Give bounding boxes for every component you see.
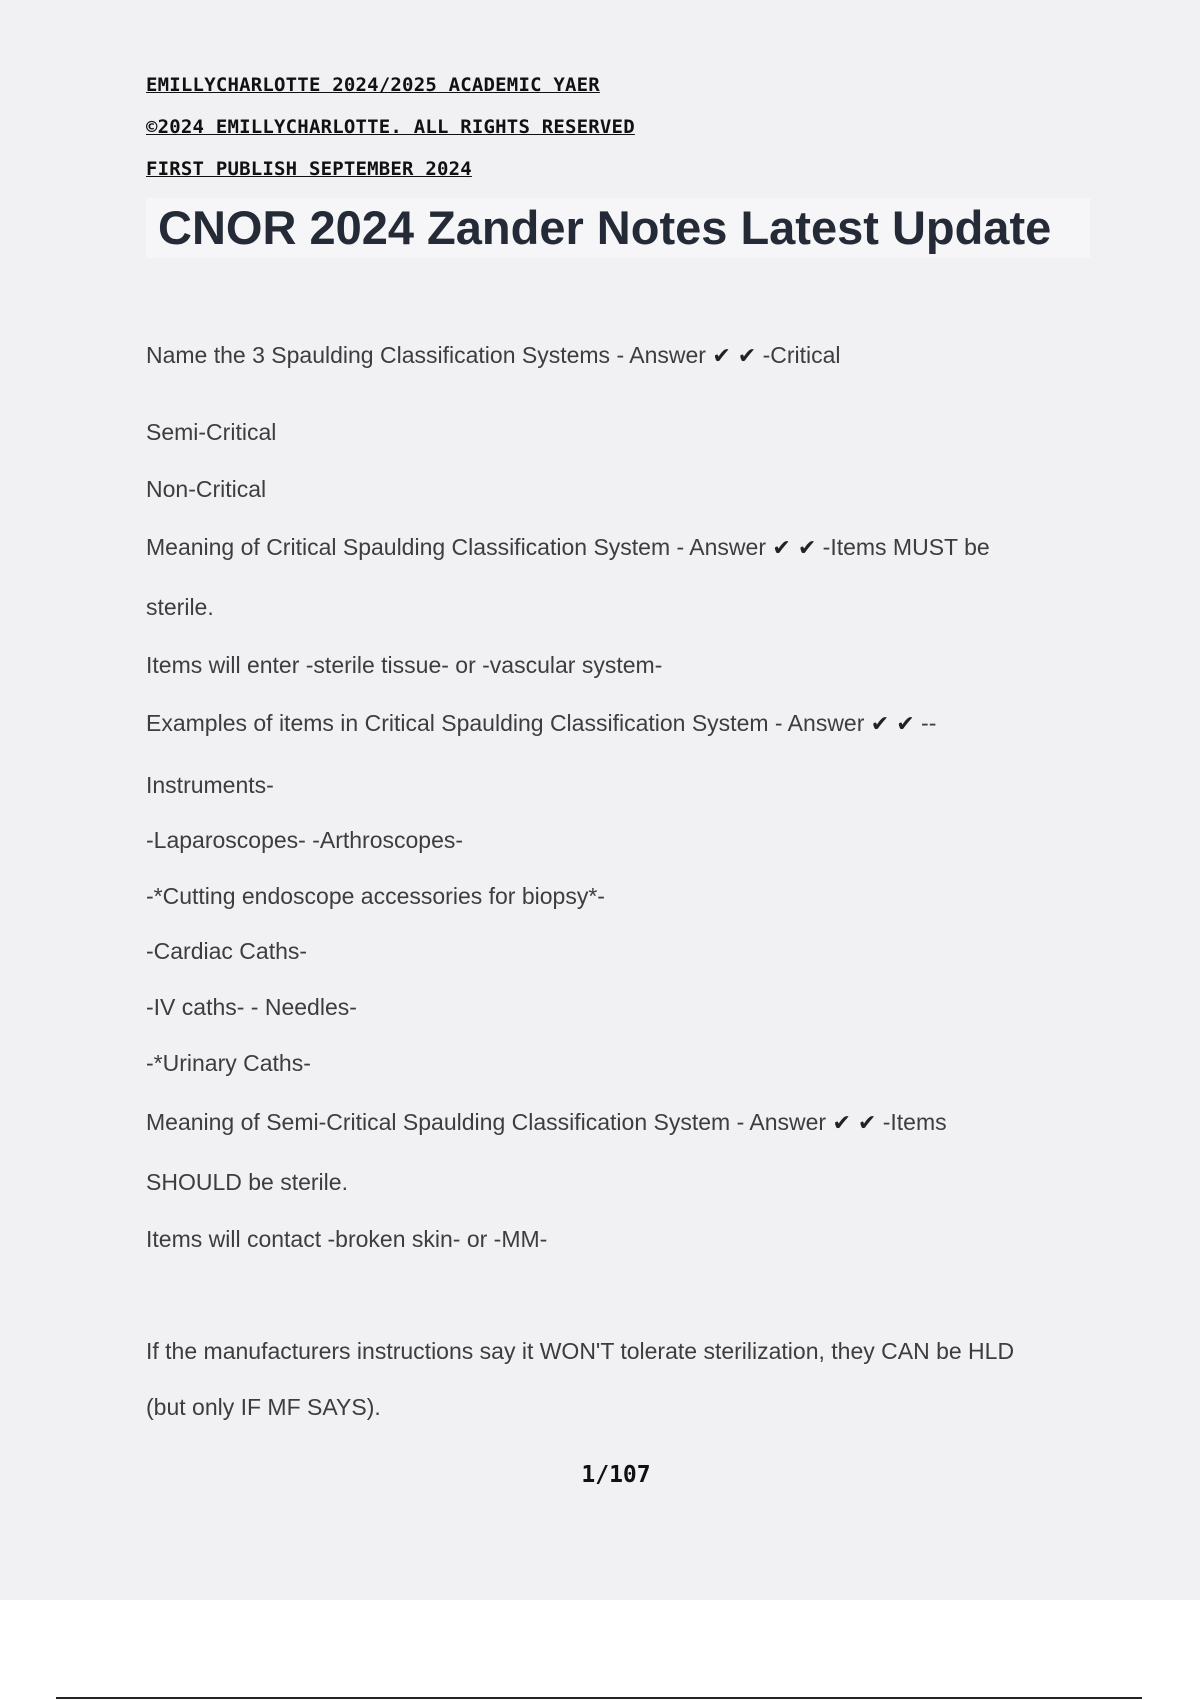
double-check-icon: ✔ ✔ <box>832 1111 877 1136</box>
answer-text: -Items MUST be <box>822 534 990 560</box>
double-check-icon: ✔ ✔ <box>712 344 757 369</box>
answer-line: -*Urinary Caths- <box>146 1050 311 1076</box>
question-semi-critical-meaning <box>146 1107 947 1139</box>
question-text: Meaning of Semi-Critical Spaulding Classification System - Answer <box>146 1109 827 1135</box>
page-number: 1/107 <box>581 1462 651 1488</box>
answer-line: If the manufacturers instructions say it WON'T tolerate sterilization, they CAN be HLD <box>146 1338 1015 1364</box>
answer-line: Items will enter -sterile tissue- or -vascular system- <box>146 652 663 678</box>
answer-line: -*Cutting endoscope accessories for biopsy*- <box>146 883 605 909</box>
question-text: Examples of items in Critical Spaulding Classification System - Answer <box>146 710 865 736</box>
answer-line: sterile. <box>146 594 214 620</box>
answer-line: Instruments- <box>146 772 274 798</box>
answer-line: Items will contact -broken skin- or -MM- <box>146 1226 548 1252</box>
answer-line: Semi-Critical <box>146 419 277 445</box>
question-critical-examples <box>146 708 936 740</box>
question-text: Name the 3 Spaulding Classification Systems - Answer <box>146 342 706 368</box>
question-text: Meaning of Critical Spaulding Classification System - Answer <box>146 534 766 560</box>
footer-divider <box>56 1697 1142 1699</box>
answer-line: Non-Critical <box>146 476 267 502</box>
answer-line: -IV caths- - Needles- <box>146 994 357 1020</box>
question-critical-meaning <box>146 532 990 564</box>
answer-line: (but only IF MF SAYS). <box>146 1394 381 1420</box>
double-check-icon: ✔ ✔ <box>772 536 817 561</box>
answer-text: -Items <box>882 1109 947 1135</box>
answer-line: SHOULD be sterile. <box>146 1169 348 1195</box>
answer-line: -Laparoscopes- -Arthroscopes- <box>146 827 464 853</box>
header-copyright: ©2024 EMILLYCHARLOTTE. ALL RIGHTS RESERVED <box>146 116 635 138</box>
document-title: CNOR 2024 Zander Notes Latest Update <box>146 198 1090 258</box>
answer-text: -- <box>921 710 937 736</box>
header-publish-date: FIRST PUBLISH SEPTEMBER 2024 <box>146 158 472 180</box>
double-check-icon: ✔ ✔ <box>870 712 915 737</box>
answer-line: -Cardiac Caths- <box>146 938 308 964</box>
question-spaulding-systems <box>146 340 841 372</box>
header-academic-year: EMILLYCHARLOTTE 2024/2025 ACADEMIC YAER <box>146 74 600 96</box>
answer-text: -Critical <box>762 342 841 368</box>
